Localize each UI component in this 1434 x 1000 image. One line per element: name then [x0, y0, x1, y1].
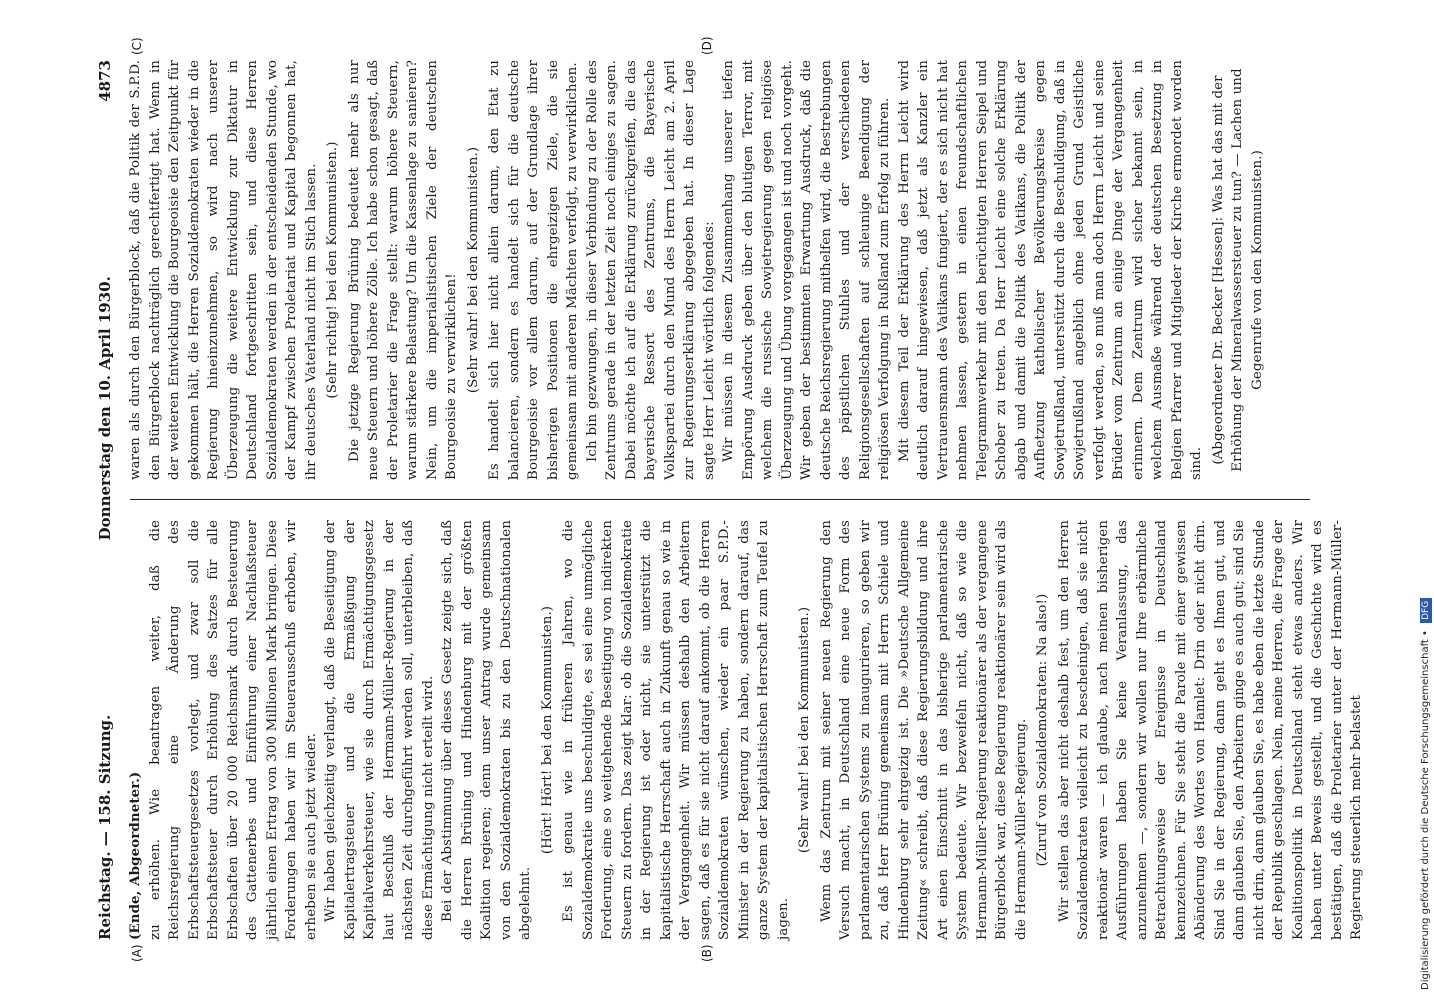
quoted-paragraph: Wir müssen in diesem Zusammenhang unserer tiefen Empörung Ausdruck geben über den blutigen Terror, mit welchem die russische Sowjetregierung gegen religiöse Überzeugung und Übung vorgegangen ist und noch vorgeht. Wir geben der bestimmten Erwartung Ausdruck, daß die deutsche Reichsregierung mithelfen wird, die Bestrebungen des päpstlichen Stuhles und der verschiedenen Religionsgesellschaften auf schleunige Beendigung der religiösen Verfolgung in Rußland zum Erfolg zu führen.	[721, 60, 892, 480]
interjection: (Zuruf von Sozialdemokraten: Na also!)	[1035, 593, 1050, 867]
paragraph: zu erhöhen. Wie beantragen weiter, daß die Reichsregierung eine Änderung des Erbschaftsteuergesetzes vorlegt, und zwar soll die Erbschaftsteuer durch Erhöhung des Satzes für alle Erbschaften über 20 000 Reichsmark durch Besteuerung des Gattenerbes und Einführung einer Nachlaßsteuer jährlich einen Ertrag von 300 Millionen Mark bringen. Diese Forderungen haben wir im Steuerausschuß erhoben, wir erheben sie auch jetzt wieder.	[147, 520, 319, 940]
dfg-credit-text: Digitalisierung gefördert durch die Deutsche Forschungsgemeinschaft •	[1420, 630, 1431, 990]
page-number: 4873	[96, 60, 114, 102]
paragraph: Wir stellen das aber nicht deshalb fest, um den Herren Sozialdemokraten vielleicht zu bescheinigen, daß sie nicht reaktionär waren — ich glaube, nach meinen bisherigen Ausführungen haben Sie keine Veranlassung, das anzunehmen —, sondern wir wollen nur Ihre erbärmliche Betrachtungsweise der Ereignisse in Deutschland kennzeichnen. Für Sie steht die Parole mit einer gewissen Abänderung des Wortes von Hamlet: Drin oder nicht drin. Sind Sie in der Regierung, dann geht es Ihnen gut, und dann glauben Sie, den Arbeitern ginge es auch gut; sind Sie nicht drin, dann glauben Sie, es habe eben die letzte Stunde der Republik geschlagen. Nein, meine Herren, die Frage der Koalitionspolitik in Deutschland steht etwas anders. Wir haben unter Beweis gestellt, und die Geschichte wird es bestätigen, daß die Proletarier unter der Hermann-Müller-Regierung steuerlich mehr belastet	[1056, 520, 1364, 940]
page-body	[90, 36, 1364, 962]
paragraph: Mit diesem Teil der Erklärung des Herrn Leicht wird deutlich darauf hingewiesen, daß jetzt als Kanzler ein Vertrauensmann des Vatikans fungiert, der es sich nicht hat nehmen lassen, gestern in einen freundschaftlichen Telegrammverkehr mit den berüchtigten Herren Seipel und Schober zu treten. Da Herr Leicht eine solche Erklärung abgab und damit die Politik des Vatikans, die Politik der Aufhetzung katholischer Bevölkerungskreise gegen Sowjetrußland, unterstützt durch die Beschuldigung, daß in Sowjetrußland angeblich ohne jeden Grund Geistliche verfolgt werden, so muß man doch Herrn Leicht und seine Brüder vom Zentrum an einige Dinge der Vergangenheit erinnern. Dem Zentrum wird sicher bekannt sein, in welchem Ausmaße während der deutschen Besetzung in Belgien Pfarrer und Mitglieder der Kirche ermordet worden sind.	[896, 60, 1204, 480]
paragraph: Wir haben gleichzeitig verlangt, daß die Beseitigung der Kapitalertragsteuer und die Ermäßigung der Kapitalverkehrsteuer, wie sie durch Ermächtigungsgesetz laut Beschluß der Hermann-Müller-Regierung in der nächsten Zeit durchgeführt werden soll, unterbleiben, daß diese Ermächtigung nicht erteilt wird.	[323, 520, 436, 940]
right-column	[126, 60, 1269, 480]
dfg-logo-icon: DFG	[1420, 598, 1432, 623]
interjection: (Abgeordneter Dr. Becker [Hessen]: Was hat das mit der Erhöhung der Mineralwassersteuer zu tun? — Lachen und Gegenrufe von den Kommunisten.)	[1210, 68, 1265, 472]
left-column	[126, 520, 1367, 940]
margin-marker-a: (A)	[130, 944, 144, 962]
page-header	[90, 60, 120, 940]
interjection: (Sehr wahr! bei den Kommunisten.)	[465, 146, 481, 394]
paragraph: Ich bin gezwungen, in dieser Verbindung zu der Rolle des Zentrums gerade in der letzten Zeit noch einiges zu sagen. Dabei möchte ich auf die Erklärung zurückgreifen, die das bayerische Ressort des Zentrums, die Bayerische Volkspartei durch den Mund des Herrn Leicht am 2. April zur Regierungserklärung abgegeben hat. In dieser Lage sagte Herr Leicht wörtlich folgendes:	[584, 60, 717, 480]
interjection: (Sehr wahr! bei den Kommunisten.)	[797, 606, 812, 854]
paragraph: Es handelt sich hier nicht allein darum, den Etat zu balancieren, sondern es handelt sich für die deutsche Bourgeoisie vor allem darum, auf der Grundlage ihrer bisherigen Positionen die ehrgeizigen Ziele, die sie gemeinsam mit anderen Mächten verfolgt, zu verwirklichen.	[487, 60, 580, 480]
interjection: (Sehr richtig! bei den Kommunisten.)	[325, 141, 340, 399]
paragraph: Die jetzige Regierung Brüning bedeutet mehr als nur neue Steuern und höhere Zölle. Ich habe schon gesagt, daß der Proletarier die Frage stellt: warum höhere Steuern, warum stärkere Belastung? Um die Kassenlage zu sanieren? Nein, um die imperialistischen Ziele der deutschen Bourgeoisie zu verwirklichen!	[346, 60, 459, 480]
dfg-credit	[1420, 10, 1432, 990]
speaker-label: (Ende, Abgeordneter.)	[127, 771, 143, 940]
margin-marker-b: (B)	[700, 944, 714, 962]
margin-marker-d: (D)	[700, 36, 714, 55]
header-date: Donnerstag den 10. April 1930.	[96, 276, 114, 541]
paragraph: waren als durch den Bürgerblock, daß die Politik der S.P.D. den Bürgerblock nachträglich gerechtfertigt hat. Wenn in der weiteren Entwicklung die Bourgeoisie den Zeitpunkt für gekommen hält, die Herren Sozialdemokraten wieder in die Regierung hineinzunehmen, so wird nach unserer Überzeugung die weitere Entwicklung zur Diktatur in Deutschland fortgeschritten sein, und diese Herren Sozialdemokraten werden in der entscheidenden Stunde, wo der Kampf zwischen Proletariat und Kapital begonnen hat, ihr deutsches Vaterland nicht im Stich lassen.	[128, 60, 319, 480]
header-left: Reichstag. — 158. Sitzung.	[96, 714, 114, 940]
interjection: (Hört! Hört! bei den Kommunisten.)	[539, 605, 555, 855]
paragraph: Es ist genau wie in früheren Jahren, wo die Sozialdemokratie uns beschuldigte, es sei eine unmögliche Forderung, eine so weitgehende Beseitigung von indirekten Steuern zu fordern. Das zeigt klar: ob die Sozialdemokratie in der Regierung ist oder nicht, sie unterstützt die kapitalistische Herrschaft auch in Zukunft genau so wie in der Vergangenheit. Wir müssen deshalb den Arbeitern sagen, daß es für sie nicht darauf ankommt, ob die Herren Sozialdemokraten wünschen, wieder ein paar S.P.D.-Minister in der Regierung zu haben, sondern darauf, das ganze System der kapitalistischen Herrschaft zum Teufel zu jagen.	[561, 520, 791, 940]
paragraph: Wenn das Zentrum mit seiner neuen Regierung den Versuch macht, in Deutschland eine neue Form des parlamentarischen Systems zu inaugurieren, so geben wir zu, daß Herr Brüning gemeinsam mit Herrn Schiele und Hindenburg sehr ehrgeizig ist. Die »Deutsche Allgemeine Zeitung« schreibt, daß diese Regierungsbildung und ihre Art einen Einschnitt in das bisherige parlamentarische System bedeute. Wir bezweifeln nicht, daß so wie die Hermann-Müller-Regierung reaktionärer als der vergangene Bürgerblock war, diese Regierung reaktionärer sein wird als die Hermann-Müller-Regierung.	[818, 520, 1029, 940]
paragraph: Bei der Abstimmung über dieses Gesetz zeigte sich, daß die Herren Brüning und Hindenburg mit der größten Koalition regieren; denn unser Antrag wurde gemeinsam von den Sozialdemokraten bis zu den Deutschnationalen abgelehnt.	[440, 520, 533, 940]
margin-marker-c: (C)	[130, 37, 144, 55]
column-divider	[130, 499, 1310, 500]
